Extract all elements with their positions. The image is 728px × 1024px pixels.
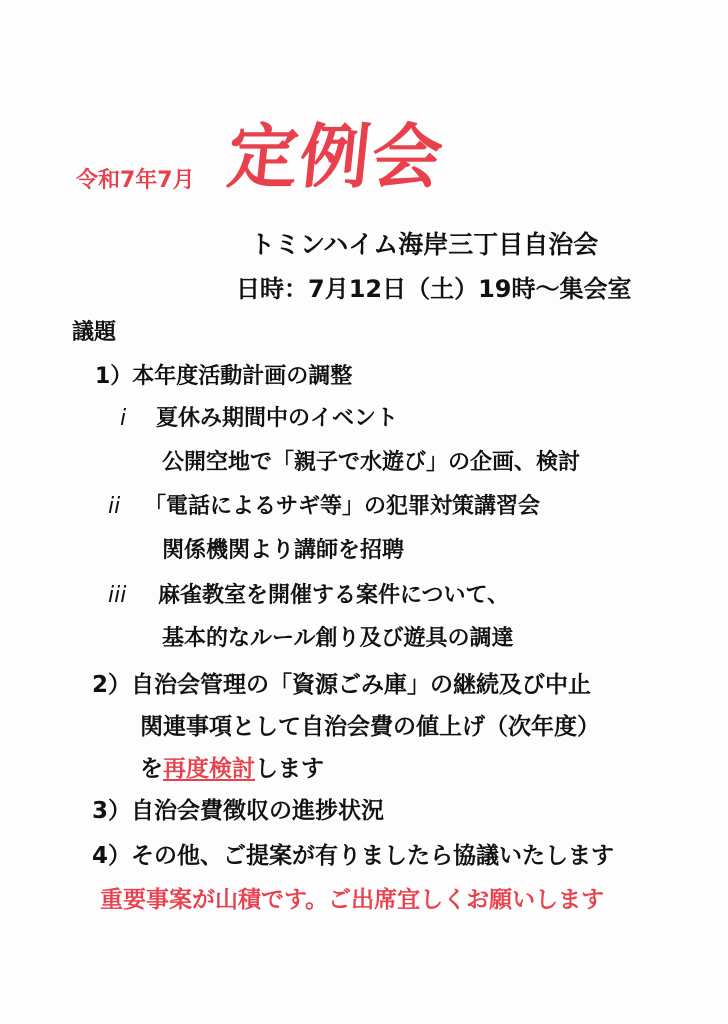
organization-name: トミンハイム海岸三丁目自治会 — [250, 230, 599, 259]
agenda-item-1: 1）本年度活動計画の調整 — [95, 364, 353, 389]
meeting-date-label: 令和7年7月 — [76, 168, 195, 193]
attendance-notice: 重要事案が山積です。ご出席宜しくお願いします — [100, 887, 605, 913]
subitem-iii-title: 麻雀教室を開催する案件について、 — [158, 583, 510, 608]
agenda-item-2-line-2: 関連事項として自治会費の値上げ（次年度） — [140, 714, 600, 740]
subitem-ii-title: 「電話によるサギ等」の犯罪対策講習会 — [144, 494, 541, 519]
subitem-marker-i: i — [120, 406, 127, 431]
agenda-subitem-i — [120, 408, 398, 430]
item-2-line-3-suffix: します — [255, 756, 324, 782]
subitem-i-detail: 公開空地で「親子で水遊び」の企画、検討 — [162, 450, 581, 475]
agenda-subitem-ii — [108, 496, 540, 518]
subitem-ii-detail: 関係機関より講師を招聘 — [162, 538, 405, 563]
agenda-heading: 議題 — [72, 320, 117, 345]
subitem-iii-detail: 基本的なルール創り及び遊具の調達 — [162, 626, 514, 651]
meeting-datetime: 日時：7月12日（土）19時～集会室 — [236, 275, 632, 303]
page-title: 定例会 — [223, 116, 449, 198]
item-2-line-3-prefix: を — [140, 756, 163, 782]
agenda-item-2: 2）自治会管理の「資源ごみ庫」の継続及び中止 — [92, 672, 592, 698]
agenda-item-3: 3）自治会費徴収の進捗状況 — [92, 798, 385, 824]
subitem-i-title: 夏休み期間中のイベント — [156, 406, 399, 431]
subitem-marker-ii: ii — [108, 494, 121, 519]
reconsider-emphasis: 再度検討 — [163, 756, 255, 782]
agenda-subitem-iii — [108, 585, 509, 607]
agenda-item-2-line-3 — [140, 758, 324, 781]
subitem-marker-iii: iii — [108, 583, 127, 608]
agenda-item-4: 4）その他、ご提案が有りましたら協議いたします — [92, 843, 615, 869]
